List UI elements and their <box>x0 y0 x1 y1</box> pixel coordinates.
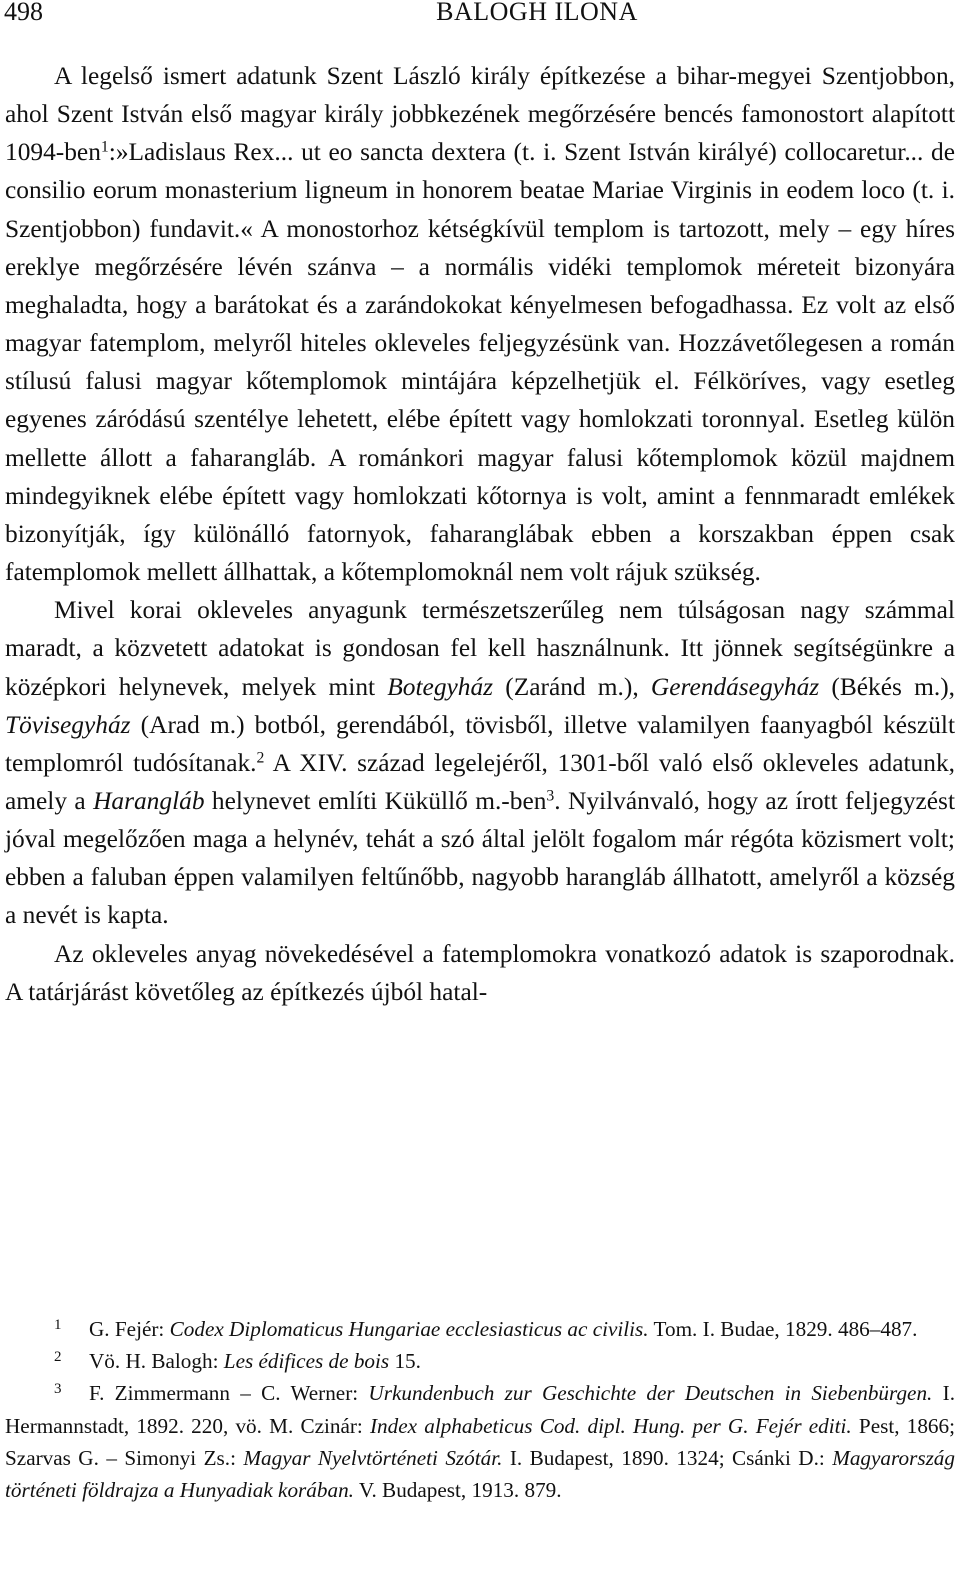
text-run: (Békés m.), <box>819 672 956 701</box>
paragraph <box>5 57 955 591</box>
italic-text: Codex Diplomaticus Hungariae ecclesiasticus ac civilis. <box>169 1317 649 1341</box>
italic-text: Magyarország történeti földrajza a Hunyadiak korában. <box>5 1445 955 1503</box>
italic-text: Tövisegyház <box>5 710 131 739</box>
text-run: (Zaránd m.), <box>493 672 651 701</box>
footnote: 1 G. Fejér: Codex Diplomaticus Hungariae ecclesiasticus ac civilis. Tom. I. Budae, 1829. 486–487. <box>54 1317 918 1341</box>
body-text <box>5 57 955 1011</box>
running-title: BALOGH ILONA <box>436 0 638 26</box>
text-run: . Nyilvánvaló, hogy az írott feljegyzést jóval megelőzően maga a helynév, tehát a szó által jelölt fogalom már régóta közismert volt; ebben a faluban éppen valamilyen feltűnőbb, nagyobb harangláb állhatott, amelyről a község a nevét is kapta. <box>5 786 955 930</box>
footnote-reference: 3 <box>546 787 555 805</box>
italic-text: Magyar Nyelvtörténeti Szótár. <box>243 1445 503 1470</box>
italic-text: Index alphabeticus Cod. dipl. Hung. per G. Fejér editi. <box>370 1413 852 1438</box>
footnote-reference: 1 <box>100 138 109 156</box>
paragraph <box>5 591 955 934</box>
text-run: F. Zimmermann – C. Werner: <box>89 1381 369 1406</box>
text-run: A XIV. század legelejéről, 1301-ből való első okleveles adatunk, amely a <box>5 748 955 815</box>
text-run: helynevet említi Küküllő m.-ben <box>204 786 547 815</box>
text-run: Mivel korai okleveles anyagunk természetszerűleg nem túlságosan nagy számmal maradt, a közvetett adatokat is gondosan fel kell használnunk. Itt jönnek segítségünkre a középkori helynevek, melyek mint <box>5 596 955 701</box>
text-run: I. Budapest, 1890. 1324; Csánki D.: <box>502 1445 833 1470</box>
text-run: I. Hermannstadt, 1892. 220, vö. M. Czinár: <box>5 1381 955 1438</box>
text-run: (Arad m.) botból, gerendából, tövisből, illetve valamilyen faanyagból készült templomról tudósítanak. <box>5 710 955 777</box>
text-run: Pest, 1866; Szarvas G. – Simonyi Zs.: <box>5 1413 955 1470</box>
paragraph <box>5 935 955 1011</box>
footnote-reference: 2 <box>256 749 265 767</box>
page-number: 498 <box>4 0 43 26</box>
text-run: Az okleveles anyag növekedésével a fatemplomokra vonatkozó adatok is szaporodnak. A tatárjárást követőleg az építkezés újból hatal- <box>5 939 955 1006</box>
text-run: 15. <box>389 1349 421 1374</box>
footnote: 3 F. Zimmermann – C. Werner: Urkundenbuch zur Geschichte der Deutschen in Siebenbürgen. I. Hermannstadt, 1892. 220, vö. M. Czinár: Index alphabeticus Cod. dipl. Hung. per G. Fejér editi. Pest, 1866; Szarvas G. – Simonyi Zs.: Magyar Nyelvtörténeti Szótár. I. Budapest, 1890. 1324; Csánki D.: Magyarország történeti földrajza a Hunyadiak korában. V. Budapest, 1913. 879. <box>5 1381 955 1503</box>
italic-text: Botegyház <box>387 672 494 701</box>
text-run: V. Budapest, 1913. 879. <box>353 1478 562 1503</box>
italic-text: Gerendásegyház <box>650 672 820 701</box>
text-run: Tom. I. Budae, 1829. 486–487. <box>648 1317 918 1341</box>
text-run: A legelső ismert adatunk Szent László király építkezése a bihar-megyei Szentjobbon, ahol Szent István első magyar király jobbkezének megőrzésére bencés famonostort alapított 1094-ben <box>5 62 955 167</box>
text-run: :»Ladislaus Rex... ut eo sancta dextera (t. i. Szent István királyé) collocaretur... de consilio eorum monasterium ligneum in honorem beatae Mariae Virginis in eodem loco (t. i. Szentjobbon) fundavit.« A monostorhoz kétségkívül templom is tartozott, mely – egy híres ereklye megőrzésére lévén szánva – a normális vidéki templomok méreteit bizonyára meghaladta, hogy a barátokat és a zarándokokat kényelmesen befogadhassa. Ez volt az első magyar fatemplom, melyről hiteles okleveles feljegyzésünk van. Hozzávetőlegesen a román stílusú falusi magyar kőtemplomok mintájára képzelhetjük el. Félköríves, vagy esetleg egyenes záródású szentélye lehetett, elébe épített vagy homlokzati toronnyal. Esetleg külön mellette állott a faharangláb. A románkori magyar falusi kőtemplomok közül majdnem mindegyiknek elébe épített vagy homlokzati kőtornya is volt, amint a fennmaradt emlékek bizonyítják, így különálló fatornyok, faharanglábak ebben a korszakban éppen csak fatemplomok mellett állhattak, a kőtemplomoknál nem volt rájuk szükség. <box>5 138 955 587</box>
text-run: Vö. H. Balogh: <box>89 1349 224 1374</box>
italic-text: Les édifices de bois <box>223 1349 390 1374</box>
footnotes <box>5 1313 955 1506</box>
text-run: G. Fejér: <box>89 1317 170 1341</box>
page-header <box>0 0 960 30</box>
footnote: 2 Vö. H. Balogh: Les édifices de bois 15. <box>54 1349 421 1374</box>
italic-text: Harangláb <box>93 786 205 815</box>
italic-text: Urkundenbuch zur Geschichte der Deutschen in Siebenbürgen. <box>368 1381 933 1406</box>
